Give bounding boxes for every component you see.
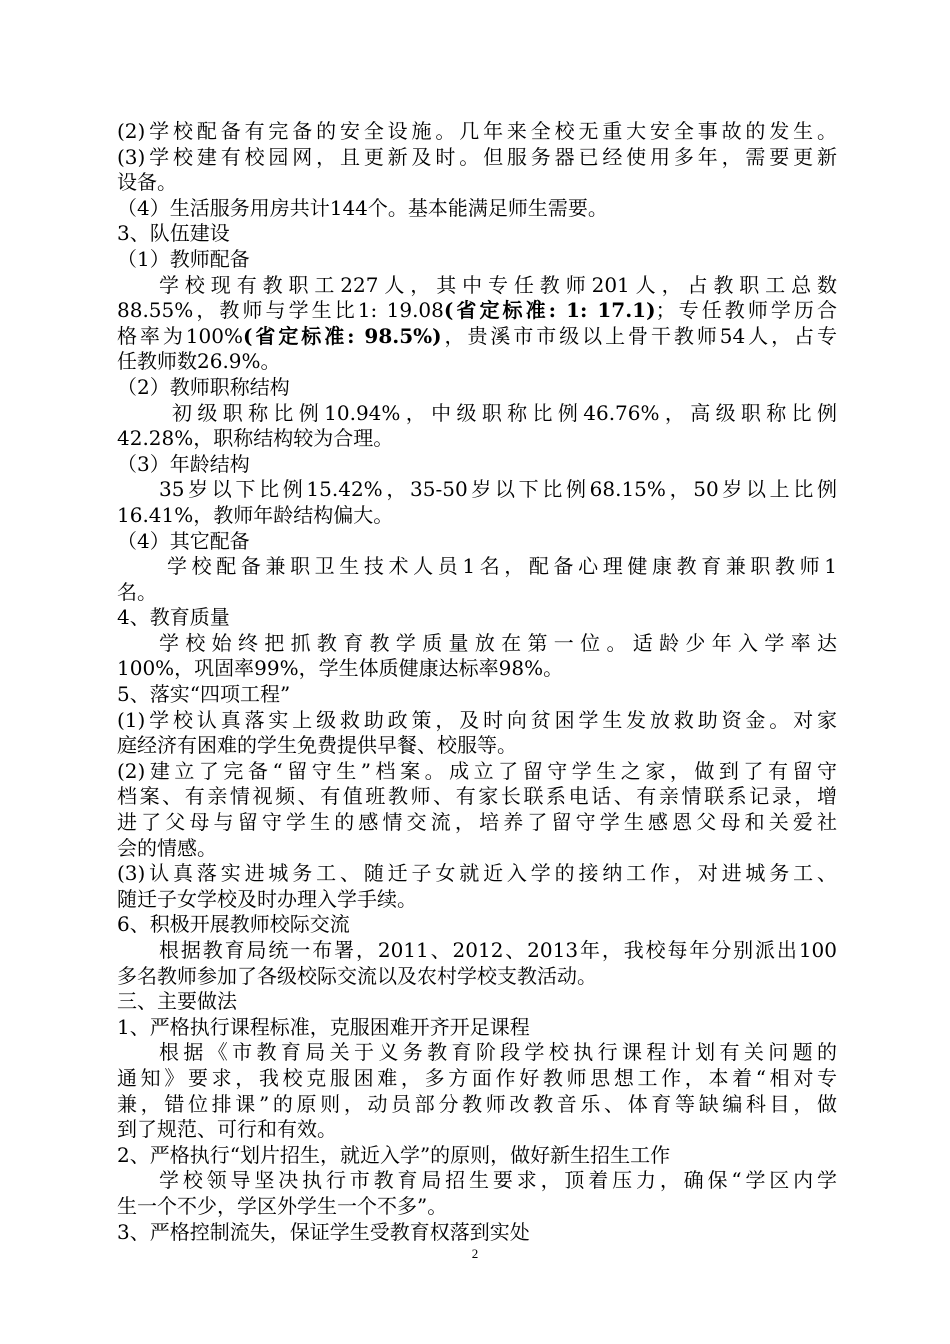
text-line: 生一个不少，学区外学生一个不多”。 bbox=[117, 1193, 448, 1218]
text-line: 兼，错位排课”的原则，动员部分教师改教音乐、体育等缺编科目，做 bbox=[117, 1091, 837, 1116]
text-line: 5、落实“四项工程” bbox=[117, 682, 291, 707]
text-segment: ，贵溪市市级以上骨干教师54人，占专 bbox=[441, 323, 837, 348]
text-line: 4、教育质量 bbox=[117, 605, 230, 630]
text-line: 42.28%，职称结构较为合理。 bbox=[117, 426, 394, 451]
text-line: (1)学校认真落实上级救助政策，及时向贫困学生发放救助资金。对家 bbox=[117, 707, 837, 732]
text-line: 通知》要求，我校克服困难，多方面作好教师思想工作，本着“相对专 bbox=[117, 1065, 837, 1090]
text-line: 到了规范、可行和有效。 bbox=[117, 1117, 337, 1142]
text-line: 三、主要做法 bbox=[117, 989, 237, 1014]
text-line: (3)学校建有校园网，且更新及时。但服务器已经使用多年，需要更新 bbox=[117, 144, 837, 169]
text-line bbox=[117, 324, 837, 350]
text-line: 3、队伍建设 bbox=[117, 221, 230, 246]
text-line: 16.41%，教师年龄结构偏大。 bbox=[117, 502, 394, 527]
text-line: 会的情感。 bbox=[117, 835, 217, 860]
text-segment: 格率为100% bbox=[117, 323, 243, 348]
text-line: 35岁以下比例15.42%，35-50岁以下比例68.15%，50岁以上比例 bbox=[159, 477, 837, 502]
text-line: （2）教师职称结构 bbox=[117, 374, 290, 399]
text-line: （4）生活服务用房共计144个。基本能满足师生需要。 bbox=[117, 195, 608, 220]
text-line: 100%，巩固率99%，学生体质健康达标率98%。 bbox=[117, 656, 564, 681]
text-line: 设备。 bbox=[117, 170, 177, 195]
text-line: 随迁子女学校及时办理入学手续。 bbox=[117, 886, 417, 911]
body-text bbox=[117, 119, 837, 1245]
text-line: 庭经济有困难的学生免费提供早餐、校服等。 bbox=[117, 733, 517, 758]
text-line: （3）年龄结构 bbox=[117, 451, 250, 476]
standard-note: (省定标准: 98.5%) bbox=[243, 323, 442, 348]
text-line: 1、严格执行课程标准，克服困难开齐开足课程 bbox=[117, 1014, 530, 1039]
text-line: 初级职称比例10.94%，中级职称比例46.76%，高级职称比例 bbox=[172, 400, 837, 425]
page-number: 2 bbox=[471, 1246, 479, 1261]
text-line: 档案、有亲情视频、有值班教师、有家长联系电话、有亲情联系记录，增 bbox=[117, 784, 837, 809]
text-line: 根据《市教育局关于义务教育阶段学校执行课程计划有关问题的 bbox=[159, 1040, 837, 1065]
text-line: 根据教育局统一布署，2011、2012、2013年，我校每年分别派出100 bbox=[159, 938, 837, 962]
text-line: 学校配备兼职卫生技术人员1名，配备心理健康教育兼职教师1 bbox=[167, 554, 837, 579]
text-line: (2)学校配备有完备的安全设施。几年来全校无重大安全事故的发生。 bbox=[117, 119, 837, 143]
text-line: 学校领导坚决执行市教育局招生要求，顶着压力，确保“学区内学 bbox=[159, 1168, 837, 1193]
text-line: （4）其它配备 bbox=[117, 528, 250, 553]
text-line: 任教师数26.9%。 bbox=[117, 349, 281, 374]
text-line: 6、积极开展教师校际交流 bbox=[117, 912, 350, 937]
text-line: 3、严格控制流失，保证学生受教育权落到实处 bbox=[117, 1219, 530, 1244]
text-line: (2)建立了完备“留守生”档案。成立了留守学生之家，做到了有留守 bbox=[117, 758, 837, 783]
text-line: 进了父母与留守学生的感情交流，培养了留守学生感恩父母和关爱社 bbox=[117, 810, 837, 835]
text-line bbox=[117, 298, 837, 324]
standard-note: (省定标准: 1: 17.1) bbox=[443, 298, 656, 323]
text-line: 学校现有教职工227人，其中专任教师201人，占教职工总数 bbox=[159, 272, 837, 297]
text-segment: ；专任教师学历合 bbox=[655, 298, 838, 323]
text-line: 多名教师参加了各级校际交流以及农村学校支教活动。 bbox=[117, 963, 597, 988]
text-line: 2、严格执行“划片招生，就近入学”的原则，做好新生招生工作 bbox=[117, 1142, 671, 1167]
text-line: 名。 bbox=[117, 579, 157, 604]
text-line: (3)认真落实进城务工、随迁子女就近入学的接纳工作，对进城务工、 bbox=[117, 861, 837, 886]
text-line: （1）教师配备 bbox=[117, 246, 250, 271]
text-segment: 88.55%，教师与学生比1: 19.08 bbox=[117, 298, 444, 323]
text-line: 学校始终把抓教育教学质量放在第一位。适龄少年入学率达 bbox=[159, 630, 837, 655]
